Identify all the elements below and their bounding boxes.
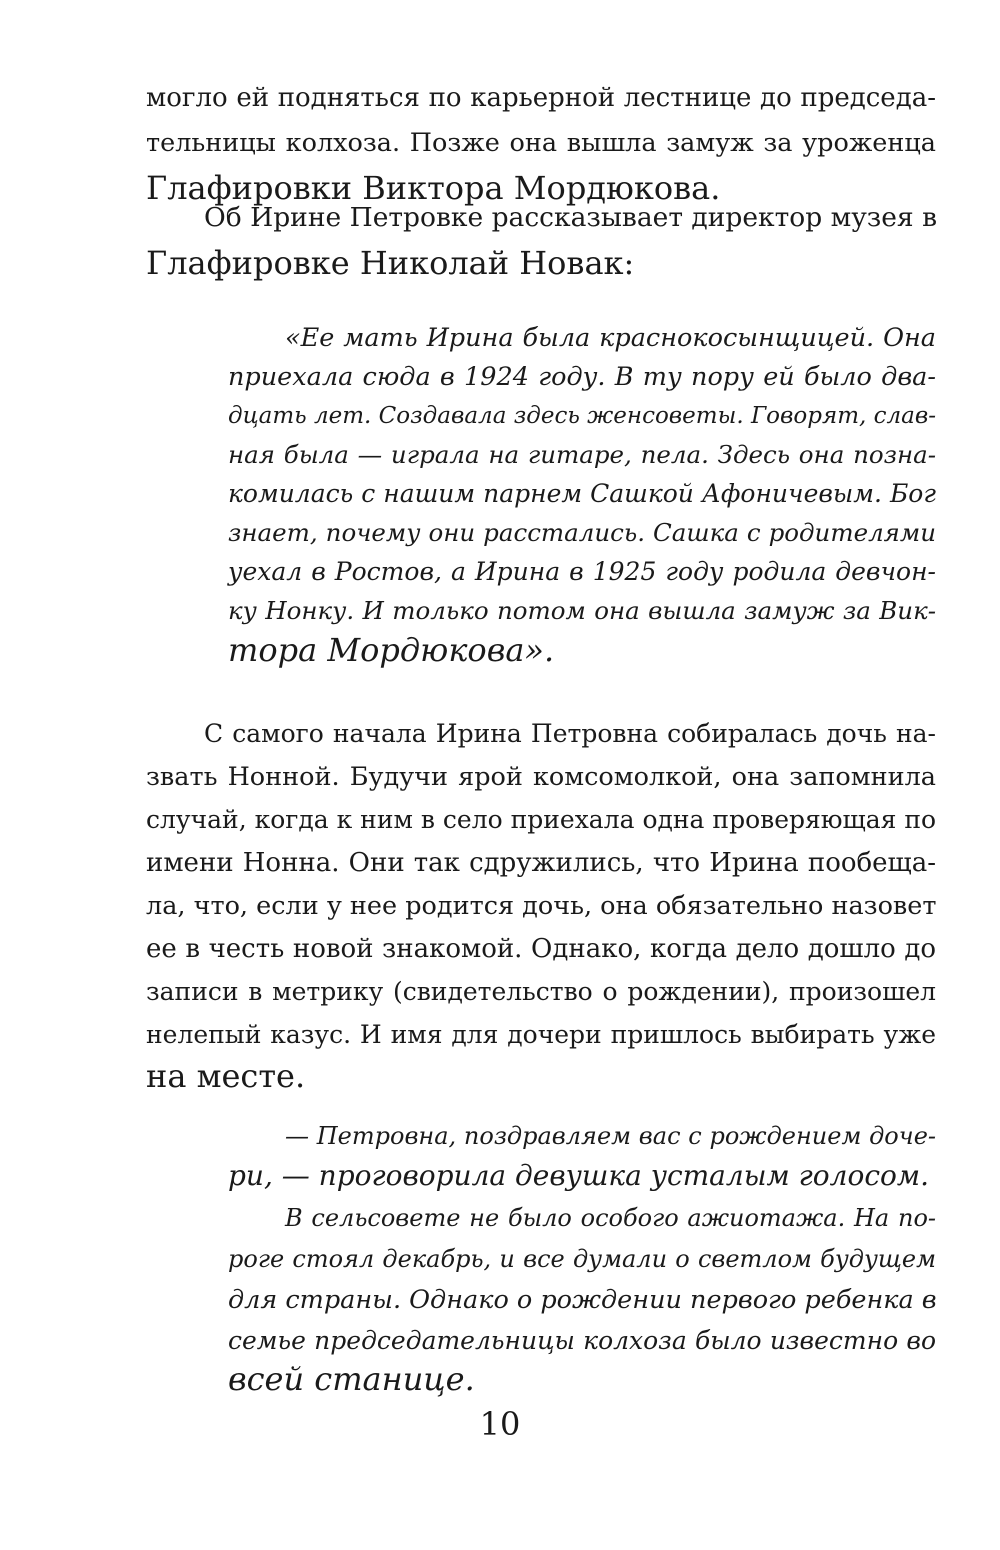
text-line: Об Ирине Петровке рассказывает директор музея в [204, 202, 937, 233]
quote-line: ная была — играла на гитаре, пела. Здесь она позна- [228, 440, 936, 469]
text-line: случай, когда к ним в село приехала одна проверяющая по [146, 805, 937, 834]
quote-line: ку Нонку. И только потом она вышла замуж за Вик- [228, 596, 936, 625]
text-line: С самого начала Ирина Петровна собиралась дочь на- [204, 719, 936, 748]
text-line: Глафировки Виктора Мордюкова. [146, 169, 721, 207]
page-number: 10 [479, 1405, 521, 1443]
quote-line: уехал в Ростов, а Ирина в 1925 году родила девчон- [228, 557, 936, 586]
quote-line: семье председательницы колхоза было известно во [228, 1326, 936, 1355]
quote-line: для страны. Однако о рождении первого ребенка в [228, 1285, 937, 1315]
text-line: ла, что, если у нее родится дочь, она обязательно назовет [146, 891, 937, 921]
text-line: тельницы колхоза. Позже она вышла замуж за уроженца [146, 128, 936, 158]
text-line: имени Нонна. Они так сдружились, что Ирина пообеща- [146, 848, 936, 878]
quote-line: приехала сюда в 1924 году. В ту пору ей было два- [228, 362, 936, 392]
quote-line: всей станице. [228, 1360, 475, 1398]
quote-line: знает, почему они расстались. Сашка с родителями [228, 518, 936, 547]
quote-line: тора Мордюкова». [228, 631, 555, 669]
quote-line: комилась с нашим парнем Сашкой Афоничевым. Бог [228, 479, 936, 508]
quote-line: В сельсовете не было особого ажиотажа. На по- [285, 1204, 936, 1232]
text-line: Глафировке Николай Новак: [146, 244, 635, 282]
quote-line: «Ее мать Ирина была краснокосынщицей. Она [285, 323, 936, 353]
quote-line: ри, — проговорила девушка усталым голосом. [228, 1159, 929, 1192]
quote-line: дцать лет. Создавала здесь женсоветы. Говорят, слав- [228, 403, 937, 429]
text-line: могло ей подняться по карьерной лестнице до председа- [146, 83, 936, 113]
quote-line: роге стоял декабрь, и все думали о светлом будущем [228, 1245, 936, 1273]
text-line: записи в метрику (свидетельство о рождении), произошел [146, 977, 936, 1006]
text-line: звать Нонной. Будучи ярой комсомолкой, она запомнила [146, 762, 936, 792]
text-line: ее в честь новой знакомой. Однако, когда дело дошло до [146, 934, 936, 964]
text-line: нелепый казус. И имя для дочери пришлось выбирать уже [146, 1020, 936, 1049]
text-line: на месте. [146, 1057, 306, 1095]
quote-line: — Петровна, поздравляем вас с рождением доче- [285, 1122, 936, 1150]
